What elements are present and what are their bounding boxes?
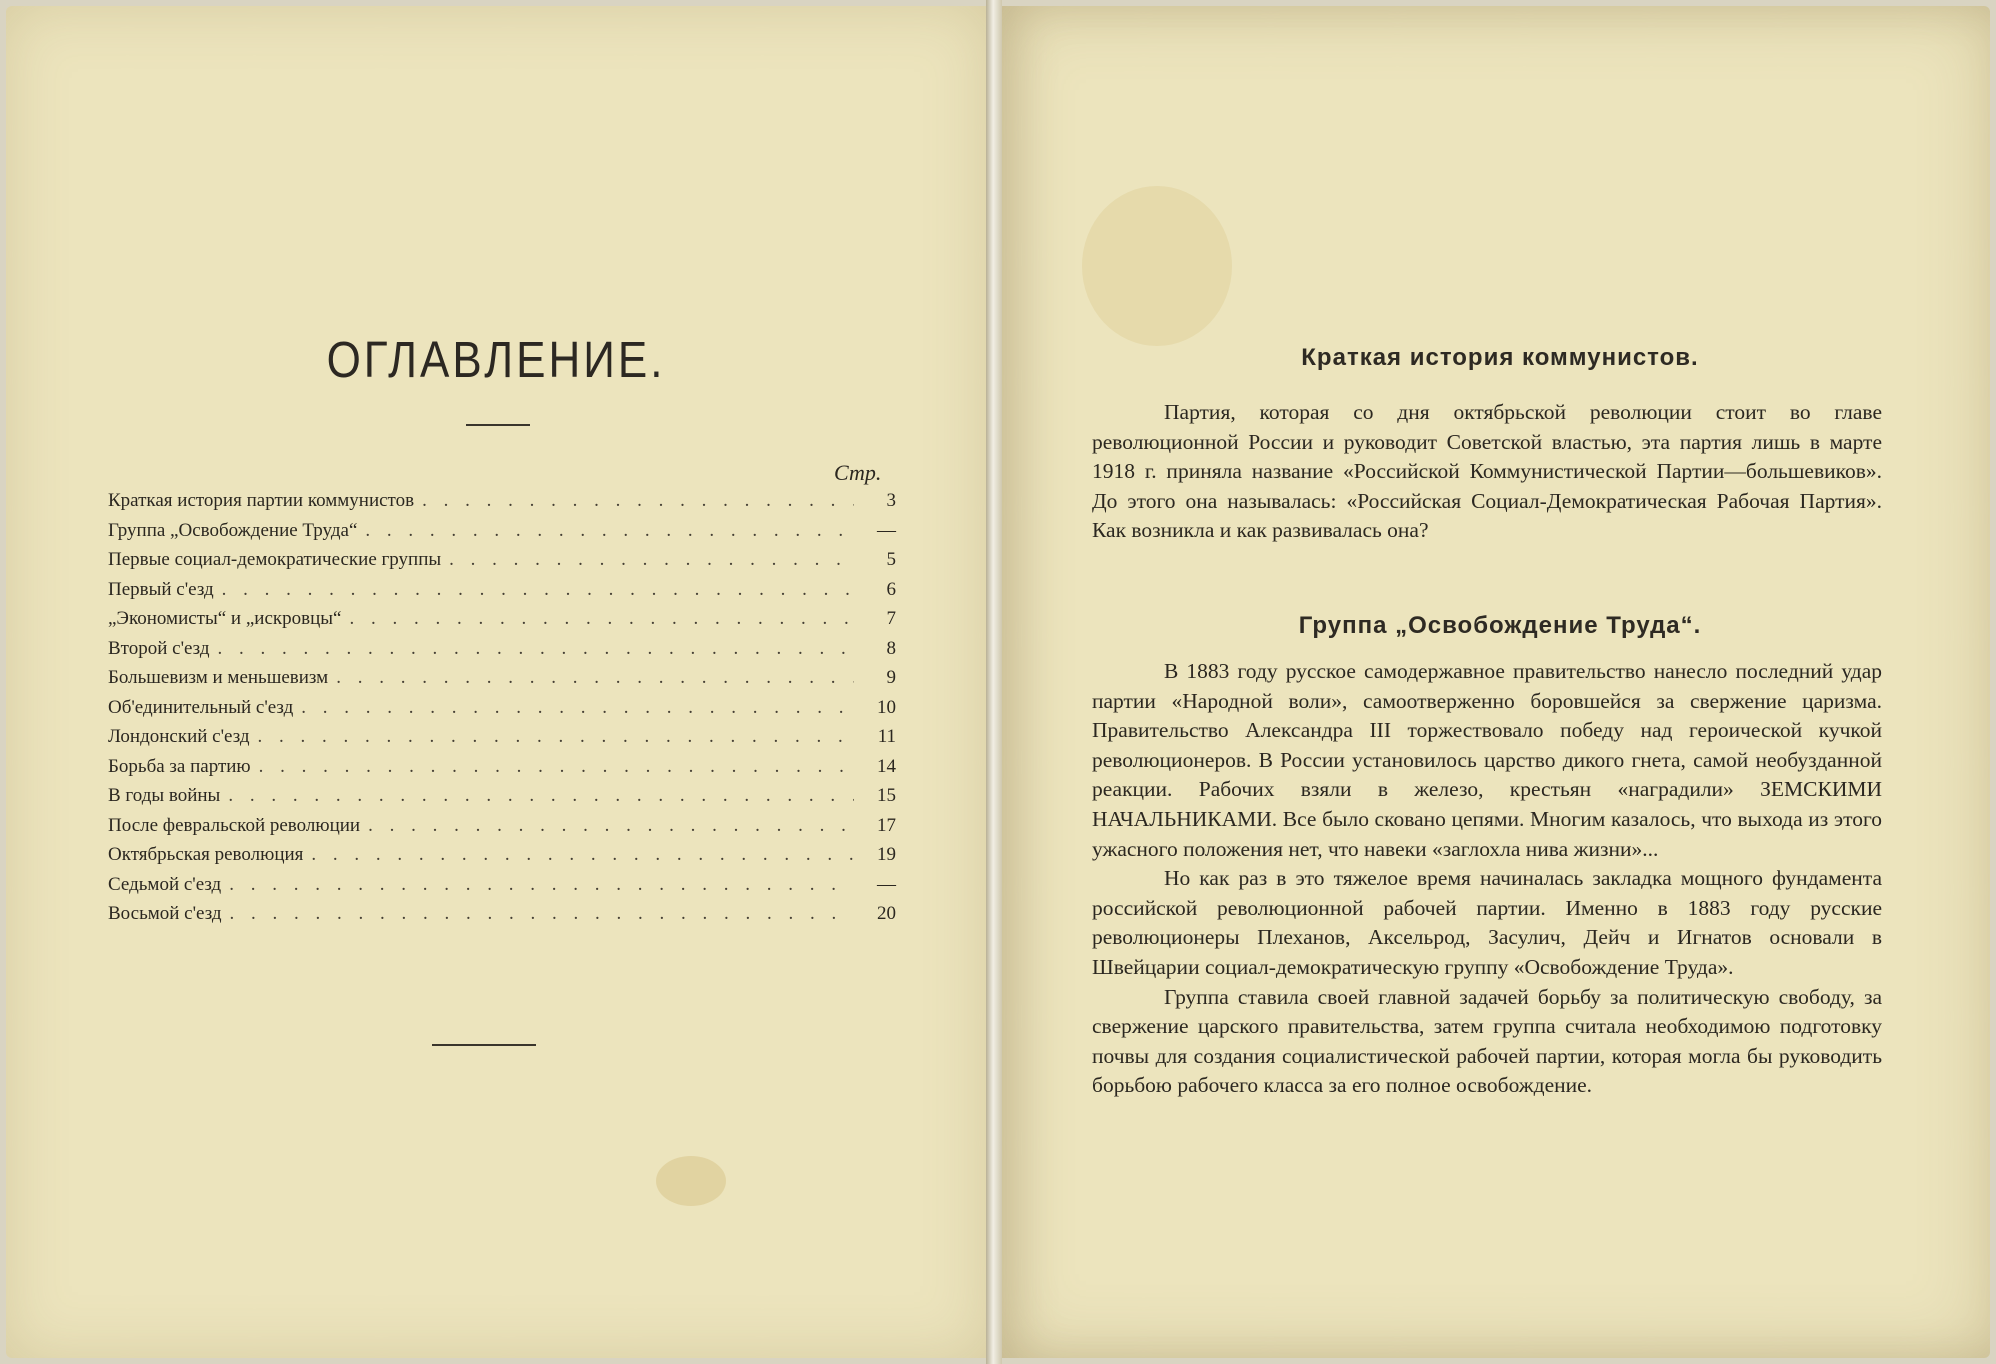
toc-entry [108,608,896,638]
toc-entry [108,520,896,550]
toc-entry-page: — [877,873,896,895]
toc-entry-label: Группа „Освобождение Труда“ [108,519,358,541]
dot-leader [365,520,854,542]
toc-entry-page: 17 [877,814,896,836]
toc-entry-label: Большевизм и меньшевизм [108,667,329,688]
page-column-header: Стр. [834,460,882,485]
toc-entry-page: 14 [877,755,896,777]
toc-entry-page: 9 [886,667,896,688]
toc-entry-label: Восьмой с'езд [108,903,222,924]
toc-entry-label: Об'единительный с'езд [108,696,294,718]
toc-entry-page: 11 [877,726,896,747]
paragraph: Группа ставила своей главной задачей борьбу за политическую свободу, за свержение царского правительства, затем группа считала необходимою подготовку почвы для создания социалистической рабочей партии, которая могла бы руководить борьбою рабочего класса за его полное освобождение. [1092,984,1882,1098]
toc-entry [108,490,896,520]
divider-bottom [432,1044,536,1046]
toc-entry-label: Лондонский с'езд [108,726,250,747]
dot-leader [311,844,854,866]
toc-entry-page: 7 [886,608,896,629]
toc-entry [108,844,896,874]
toc-entry-label: Первые социал-демократические группы [108,549,442,570]
paragraph: Партия, которая со дня октябрьской революции стоит во главе революционной России и руководит Советской властью, эта партия лишь в марте 1918 г. приняла название «Российской Коммунистической Партии—большевиков». До этого она называлась: «Российская Социал-Демократическая Рабочая Партия». Как возникла и как развивалась она? [1092,400,1882,543]
toc-entry [108,638,896,668]
toc-entry-label: Борьба за партию [108,755,251,777]
divider-top [466,424,530,426]
dot-leader [230,903,854,925]
section-heading-group: Группа „Освобождение Труда“. [1298,612,1702,639]
toc-entry-label: „Экономисты“ и „искровцы“ [108,608,342,629]
toc-entry-label: Первый с'езд [108,578,214,600]
section-heading-history: Краткая история коммунистов. [1301,344,1699,371]
toc-entry [108,815,896,845]
toc-entry-page: — [877,519,896,541]
dot-leader [258,726,854,748]
toc-entry-page: 3 [886,490,896,511]
toc-entry-page: 6 [886,578,896,600]
toc-entry-label: Краткая история партии коммунистов [108,490,415,511]
paragraph: В 1883 году русское самодержавное правительство нанесло последний удар партии «Народной воли», самоотверженно боровшейся за свержение царизма. Правительство Александра III торжествовало победу над героической кучкой революционеров. В России установилось царство дикого гнета, самой необузданной реакции. Рабочих взяли в железо, крестьян «наградили» ЗЕМСКИМИ НАЧАЛЬНИКАМИ. Все было сковано цепями. Многим казалось, что выхода из этого ужасного положения нет, что навеки «заглохла нива жизни»... [1092,659,1882,861]
toc-entry [108,549,896,579]
toc-entry [108,667,896,697]
dot-leader [449,549,854,571]
dot-leader [368,815,854,837]
dot-leader [259,756,854,778]
toc-entry-page: 20 [877,903,896,924]
toc-list [108,490,896,933]
toc-entry-page: 8 [886,637,896,659]
dot-leader [422,490,854,512]
paper-stain [1082,186,1232,346]
toc-entry [108,785,896,815]
dot-leader [229,874,854,896]
toc-entry-page: 15 [877,785,896,806]
dot-leader [218,638,855,660]
dot-leader [349,608,854,630]
toc-entry [108,874,896,904]
toc-entry [108,579,896,609]
toc-entry [108,726,896,756]
toc-entry-page: 5 [886,549,896,570]
left-page [6,6,986,1358]
toc-entry-label: Второй с'езд [108,637,210,659]
toc-entry-page: 10 [877,696,896,718]
paragraph: Но как раз в это тяжелое время начиналась закладка мощного фундамента российской революционной рабочей партии. Именно в 1883 году русские революционеры Плеханов, Аксельрод, Засулич, Дейч и Игнатов основали в Швейцарии социал-демократическую группу «Освобождение Труда». [1092,866,1882,979]
paper-stain [656,1156,726,1206]
text-block-intro [1092,398,1882,546]
toc-entry [108,756,896,786]
toc-entry [108,697,896,727]
text-block-group [1092,657,1882,1101]
dot-leader [336,667,854,689]
dot-leader [228,785,854,807]
toc-entry-label: В годы войны [108,785,221,806]
toc-entry [108,903,896,933]
toc-entry-page: 19 [877,844,896,865]
dot-leader [301,697,854,719]
toc-entry-label: Седьмой с'езд [108,873,222,895]
dot-leader [222,579,854,601]
toc-entry-label: После февральской революции [108,814,361,836]
book-spine [986,0,1002,1364]
toc-entry-label: Октябрьская революция [108,844,304,865]
toc-title: ОГЛАВЛЕНИЕ. [326,332,666,389]
